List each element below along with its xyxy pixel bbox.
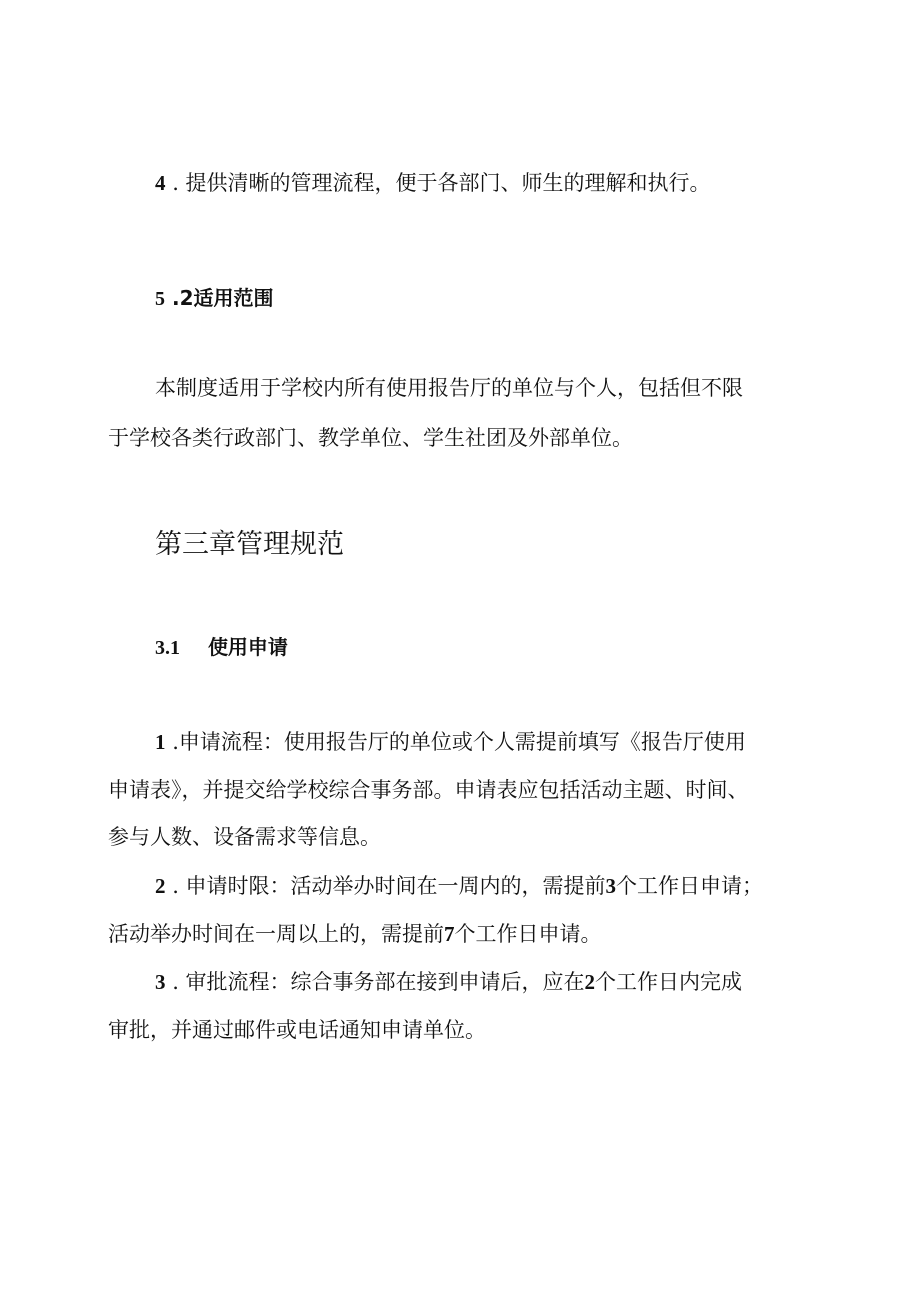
scope-paragraph-line-2: 于学校各类行政部门、教学单位、学生社团及外部单位。 — [108, 426, 633, 450]
day-count: 2 — [584, 970, 596, 994]
apply-item-2-line-1 — [155, 871, 812, 901]
day-count: 3 — [605, 874, 617, 898]
list-text: 活动举办时间在一周以上的，需提前 — [108, 922, 444, 946]
apply-item-3-line-1 — [155, 967, 812, 997]
chapter-title: 第三章管理规范 — [155, 529, 344, 560]
section-heading-5-2 — [155, 283, 812, 314]
list-text: 个工作日内完成 — [595, 970, 743, 994]
list-number: 1 — [155, 730, 166, 754]
list-number: 4 — [155, 171, 166, 195]
section-title: .2适用范围 — [171, 286, 274, 310]
apply-item-1-line-1 — [155, 727, 812, 757]
list-number: 2 — [155, 874, 166, 898]
apply-item-2-line-2 — [108, 919, 812, 949]
list-text: 个工作日申请； — [616, 874, 764, 898]
list-text: . 审批流程：综合事务部在接到申请后，应在 — [172, 970, 585, 994]
apply-item-3-line-2: 审批，并通过邮件或电话通知申请单位。 — [108, 1018, 486, 1042]
section-title: 使用申请 — [207, 635, 288, 659]
apply-item-1-line-2: 申请表》，并提交给学校综合事务部。申请表应包括活动主题、时间、 — [108, 778, 749, 802]
section-number: 5 — [155, 288, 165, 310]
list-text: .申请流程：使用报告厅的单位或个人需提前填写《报告厅使用 — [172, 730, 746, 754]
apply-item-1-line-3: 参与人数、设备需求等信息。 — [108, 825, 381, 849]
day-count: 7 — [444, 922, 455, 946]
list-item-4 — [155, 168, 812, 198]
section-heading-3-1 — [155, 632, 812, 663]
list-text: . 提供清晰的管理流程，便于各部门、师生的理解和执行。 — [172, 171, 711, 195]
scope-paragraph-line-1: 本制度适用于学校内所有使用报告厅的单位与个人，包括但不限 — [155, 376, 743, 400]
list-number: 3 — [155, 970, 166, 994]
section-number: 3.1 — [155, 637, 180, 659]
list-text: 个工作日申请。 — [454, 922, 602, 946]
list-text: . 申请时限：活动举办时间在一周内的，需提前 — [172, 874, 606, 898]
